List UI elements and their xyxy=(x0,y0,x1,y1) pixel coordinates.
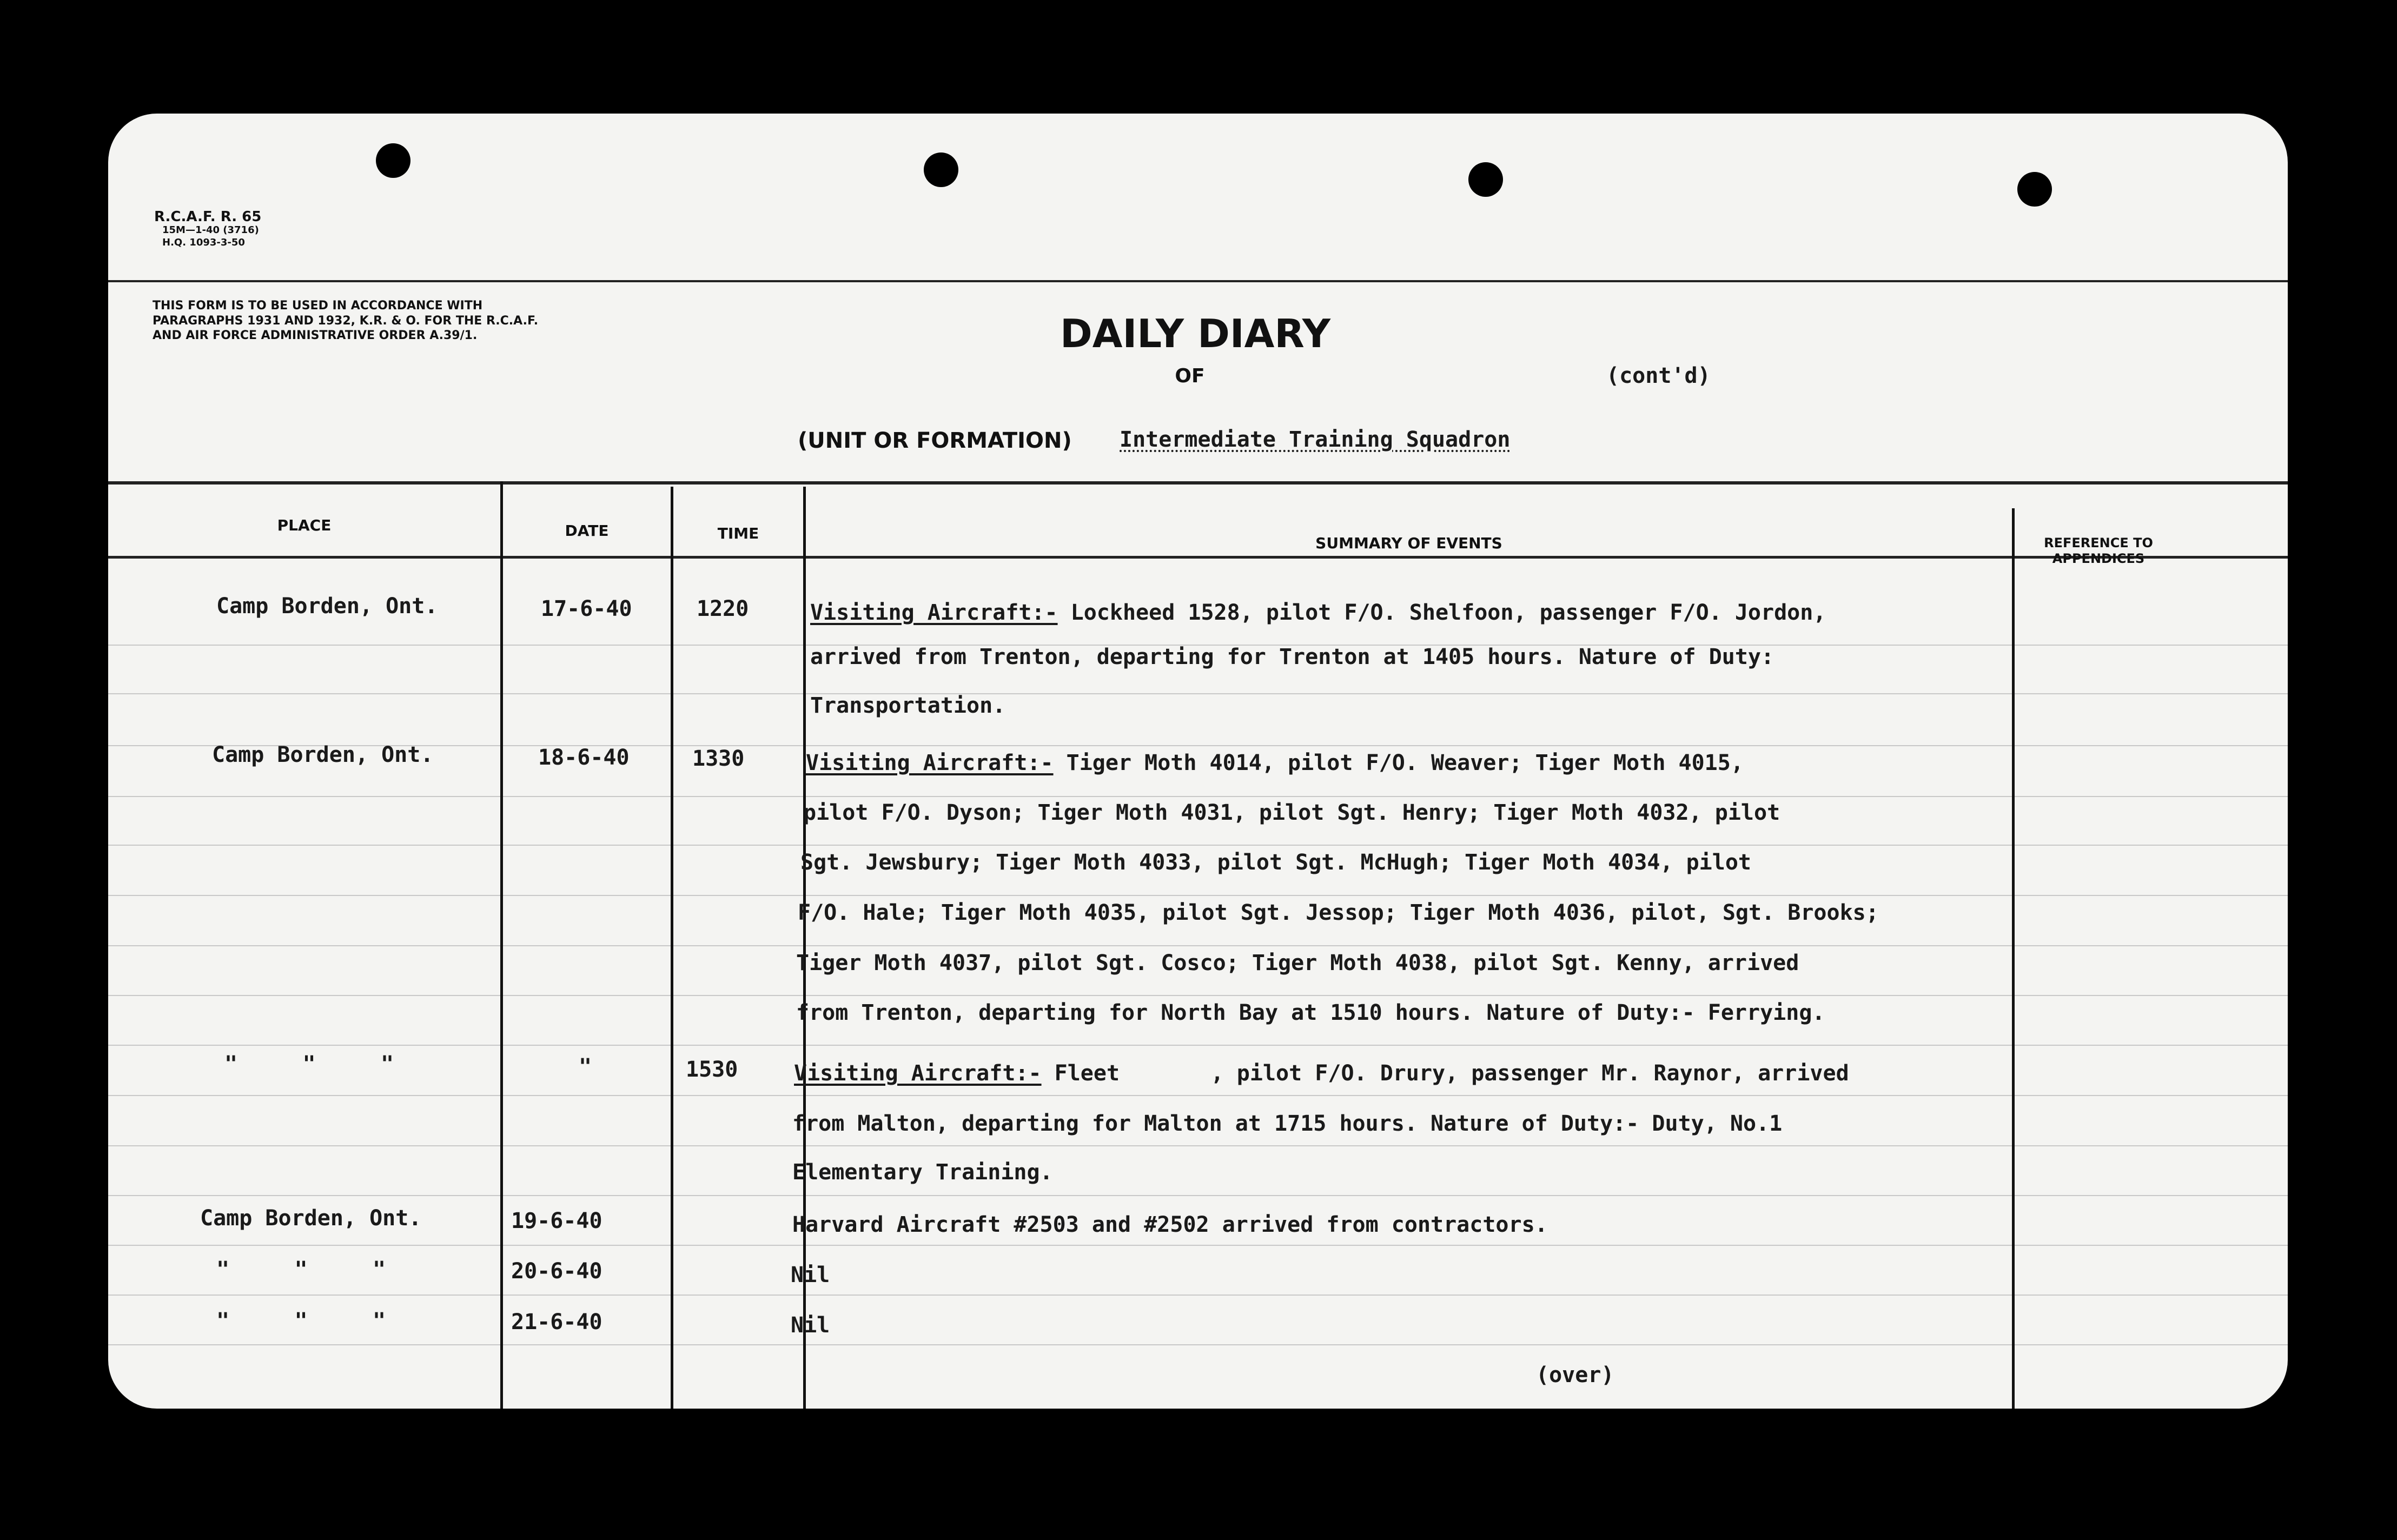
entry-place: " " " xyxy=(216,1309,386,1333)
column-header-time: TIME xyxy=(717,525,759,542)
entry-summary-line: Sgt. Jewsbury; Tiger Moth 4033, pilot Sgt. McHugh; Tiger Moth 4034, pilot xyxy=(800,850,1751,875)
diary-title: DAILY DIARY xyxy=(1060,311,1331,356)
entry-place: Camp Borden, Ont. xyxy=(200,1206,422,1231)
binder-hole xyxy=(376,143,410,178)
unit-value: Intermediate Training Squadron xyxy=(1120,427,1511,452)
header-rule xyxy=(108,280,2288,282)
entry-time: 1330 xyxy=(692,746,745,771)
table-top-rule xyxy=(108,481,2288,484)
entry-summary-line: pilot F/O. Dyson; Tiger Moth 4031, pilot Sgt. Henry; Tiger Moth 4032, pilot xyxy=(803,800,1780,825)
entry-heading: Visiting Aircraft:- xyxy=(806,751,1054,775)
entry-summary-line: from Malton, departing for Malton at 1715 hours. Nature of Duty:- Duty, No.1 xyxy=(792,1111,1783,1136)
over-note: (over) xyxy=(1536,1363,1614,1388)
column-header-summary: SUMMARY OF EVENTS xyxy=(1315,534,1502,552)
column-header-date: DATE xyxy=(565,522,609,540)
entry-place: Camp Borden, Ont. xyxy=(212,742,434,767)
form-code-line3: H.Q. 1093-3-50 xyxy=(162,237,245,248)
entry-summary-line xyxy=(794,1061,1849,1086)
entry-summary-line xyxy=(806,751,1744,775)
form-instructions: THIS FORM IS TO BE USED IN ACCORDANCE WITH PARAGRAPHS 1931 AND 1932, K.R. & O. FOR THE R.C.A.F. AND AIR FORCE ADMINISTRATIVE ORDER A.39/1. xyxy=(153,299,539,342)
column-divider xyxy=(500,481,503,1409)
entry-date: 19-6-40 xyxy=(511,1209,602,1233)
entry-place: Camp Borden, Ont. xyxy=(216,594,438,619)
entry-summary-line: Elementary Training. xyxy=(792,1160,1053,1185)
binder-hole xyxy=(2017,172,2052,207)
entry-summary-line: arrived from Trenton, departing for Trenton at 1405 hours. Nature of Duty: xyxy=(810,645,1774,669)
entry-summary: Harvard Aircraft #2503 and #2502 arrived from contractors. xyxy=(792,1212,1548,1237)
entry-heading: Visiting Aircraft:- xyxy=(810,600,1058,625)
binder-hole xyxy=(1468,162,1503,197)
entry-date: 21-6-40 xyxy=(511,1310,602,1335)
entry-summary-line: Tiger Moth 4037, pilot Sgt. Cosco; Tiger Moth 4038, pilot Sgt. Kenny, arrived xyxy=(796,951,1799,975)
form-code-line2: 15M—1-40 (3716) xyxy=(162,224,259,236)
form-code: R.C.A.F. R. 65 xyxy=(154,209,262,225)
entry-time: 1220 xyxy=(697,596,749,621)
entry-text: Lockheed 1528, pilot F/O. Shelfoon, passenger F/O. Jordon, xyxy=(1057,600,1826,625)
column-header-place: PLACE xyxy=(277,516,332,534)
entry-summary-line: F/O. Hale; Tiger Moth 4035, pilot Sgt. Jessop; Tiger Moth 4036, pilot, Sgt. Brooks; xyxy=(798,900,1879,925)
entry-place: " " " xyxy=(216,1257,386,1282)
entry-heading: Visiting Aircraft:- xyxy=(794,1061,1042,1086)
entry-date: 17-6-40 xyxy=(541,596,632,621)
table-header-rule xyxy=(108,556,2288,559)
entry-time: 1530 xyxy=(686,1057,738,1082)
unit-label: (UNIT OR FORMATION) xyxy=(798,428,1072,453)
entry-summary: Nil xyxy=(791,1263,830,1287)
entry-summary-line xyxy=(810,600,1826,625)
entry-date: " xyxy=(579,1054,592,1079)
column-divider xyxy=(671,487,673,1409)
entry-date: 18-6-40 xyxy=(538,745,630,770)
entry-summary-line: Transportation. xyxy=(810,693,1006,718)
title-of: OF xyxy=(1175,365,1205,387)
contd-note: (cont'd) xyxy=(1606,363,1711,388)
column-header-reference: REFERENCE TO APPENDICES xyxy=(2044,535,2153,566)
entry-text: Tiger Moth 4014, pilot F/O. Weaver; Tiger Moth 4015, xyxy=(1053,751,1744,775)
entry-summary-line: from Trenton, departing for North Bay at 1510 hours. Nature of Duty:- Ferrying. xyxy=(796,1000,1825,1025)
entry-summary: Nil xyxy=(791,1313,830,1338)
entry-place: " " " xyxy=(224,1052,394,1077)
binder-hole xyxy=(924,152,958,187)
entry-text: Fleet , pilot F/O. Drury, passenger Mr. Raynor, arrived xyxy=(1041,1061,1849,1086)
entry-date: 20-6-40 xyxy=(511,1259,602,1284)
diary-card xyxy=(108,114,2288,1409)
column-divider xyxy=(2012,508,2015,1409)
